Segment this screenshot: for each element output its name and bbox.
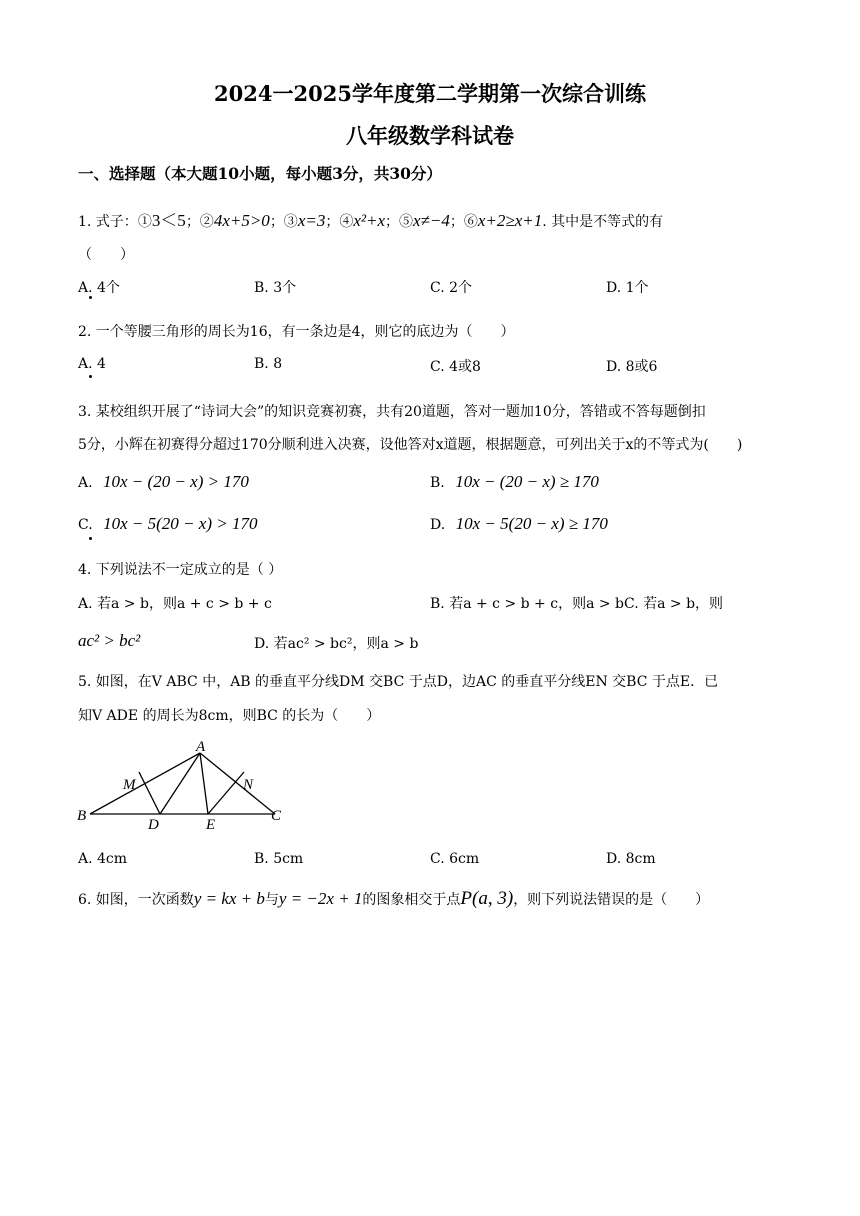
q1-option-c[interactable]: C. 2个 [430,280,473,296]
question-4: 4. 下列说法不一定成立的是（ ） [78,562,283,578]
q1-item-2: 4x+5>0 [213,211,270,230]
q3-option-a-expr: 10x − (20 − x) > 170 [103,472,249,491]
label-c: C [271,808,282,824]
q3-option-d[interactable] [430,514,608,534]
q1-option-a[interactable]: A. 4个 [78,280,120,296]
q4-option-d[interactable]: D. 若ac² > bc²，则a > b [254,636,419,652]
q4-option-c[interactable]: C. 若a > b，则 [624,596,724,612]
question-3-line2: 5分，小辉在初赛得分超过170分顺利进入决赛，设他答对x道题，根据题意，可列出关于x的不等式为( ) [78,437,743,453]
question-5-line1: 5. 如图，在V ABC 中，AB 的垂直平分线DM 交BC 于点D，边AC 的垂直平分线EN 交BC 于点E．已 [78,674,719,690]
q6-text-c: 的图象相交于点 [362,892,461,908]
q3-option-b[interactable] [430,472,599,492]
q6-text-d: ，则下列说法错误的是（ ） [513,892,710,908]
segment-ne [208,772,244,814]
q3-option-c-label: C. [78,517,93,533]
q3-option-c[interactable] [78,514,257,534]
q1-item-5: x≠−4 [413,211,450,230]
question-5-line2: 知V ADE 的周长为8cm，则BC 的长为（ ） [78,708,381,724]
label-m: M [123,777,136,793]
q1-item-4: x²+x [353,211,386,230]
q1-item-3: x=3 [297,211,326,230]
q3-option-b-label: B. [430,475,445,491]
q1-item-5-mark: ；⑤ [385,214,414,230]
q5-option-b[interactable]: B. 5cm [254,851,304,867]
q6-text-a: 6. 如图，一次函数 [78,892,194,908]
q1-item-2-mark: ；② [185,214,214,230]
segment-ad [160,753,200,814]
q5-option-d[interactable]: D. 8cm [606,851,656,867]
q4-option-b[interactable]: B. 若a + c > b + c，则a > b [430,596,625,612]
question-3-line1: 3. 某校组织开展了“诗词大会”的知识竞赛初赛，共有20道题，答对一题加10分，答错或不答每题倒扣 [78,404,706,420]
label-e: E [206,817,216,833]
q1-item-4-mark: ；④ [325,214,354,230]
q1-number: 1. [78,214,92,230]
q6-expr-2: y = −2x + 1 [278,889,363,908]
q1-prefix: 式子： [95,214,138,230]
question-6 [78,888,709,910]
exam-title: 2024一2025学年度第二学期第一次综合训练 [214,81,646,106]
q2-option-d[interactable]: D. 8或6 [606,359,658,375]
q1-item-3-mark: ；③ [269,214,298,230]
label-b: B [77,808,87,824]
q6-text-b: 与 [264,892,279,908]
q1-answer-mark [89,296,92,299]
q1-suffix: . 其中是不等式的有 [542,214,664,230]
q3-option-d-expr: 10x − 5(20 − x) ≥ 170 [455,514,608,533]
question-1 [78,206,663,231]
q5-option-a[interactable]: A. 4cm [78,851,128,867]
q3-option-a-label: A. [78,475,93,491]
q1-item-1-mark: ① [137,214,152,230]
q3-option-a[interactable] [78,472,249,492]
q1-option-d[interactable]: D. 1个 [606,280,649,296]
section-heading: 一、选择题（本大题10小题，每小题3分，共30分） [78,164,442,183]
q1-item-6-mark: ；⑥ [449,214,478,230]
q3-answer-mark [89,537,92,540]
q6-expr-3: P(a, 3) [460,888,514,909]
segment-ac [200,753,275,814]
q3-option-c-expr: 10x − 5(20 − x) > 170 [103,514,258,533]
triangle-figure [72,735,292,835]
q1-item-6: x+2≥x+1 [477,211,543,230]
label-d: D [148,817,159,833]
question-2: 2. 一个等腰三角形的周长为16，有一条边是4，则它的底边为（ ） [78,324,515,340]
q1-paren: （ ） [78,247,134,263]
label-n: N [243,777,254,793]
label-a: A [196,739,206,755]
q2-option-c[interactable]: C. 4或8 [430,359,481,375]
q6-expr-1: y = kx + b [193,889,265,908]
q2-option-b[interactable]: B. 8 [254,356,283,372]
q1-item-1: 3＜5 [151,211,186,230]
q3-option-b-expr: 10x − (20 − x) ≥ 170 [455,472,599,491]
q5-option-c[interactable]: C. 6cm [430,851,480,867]
q2-option-a[interactable]: A. 4 [78,356,106,372]
q3-option-d-label: D. [430,517,446,533]
segment-md [139,772,160,814]
exam-subtitle: 八年级数学科试卷 [346,123,514,148]
q2-answer-mark [89,375,92,378]
q4-option-a[interactable]: A. 若a > b，则a + c > b + c [78,596,272,612]
q4-option-c-cont: ac² > bc² [78,631,141,650]
segment-ae [200,753,208,814]
q1-option-b[interactable]: B. 3个 [254,280,297,296]
